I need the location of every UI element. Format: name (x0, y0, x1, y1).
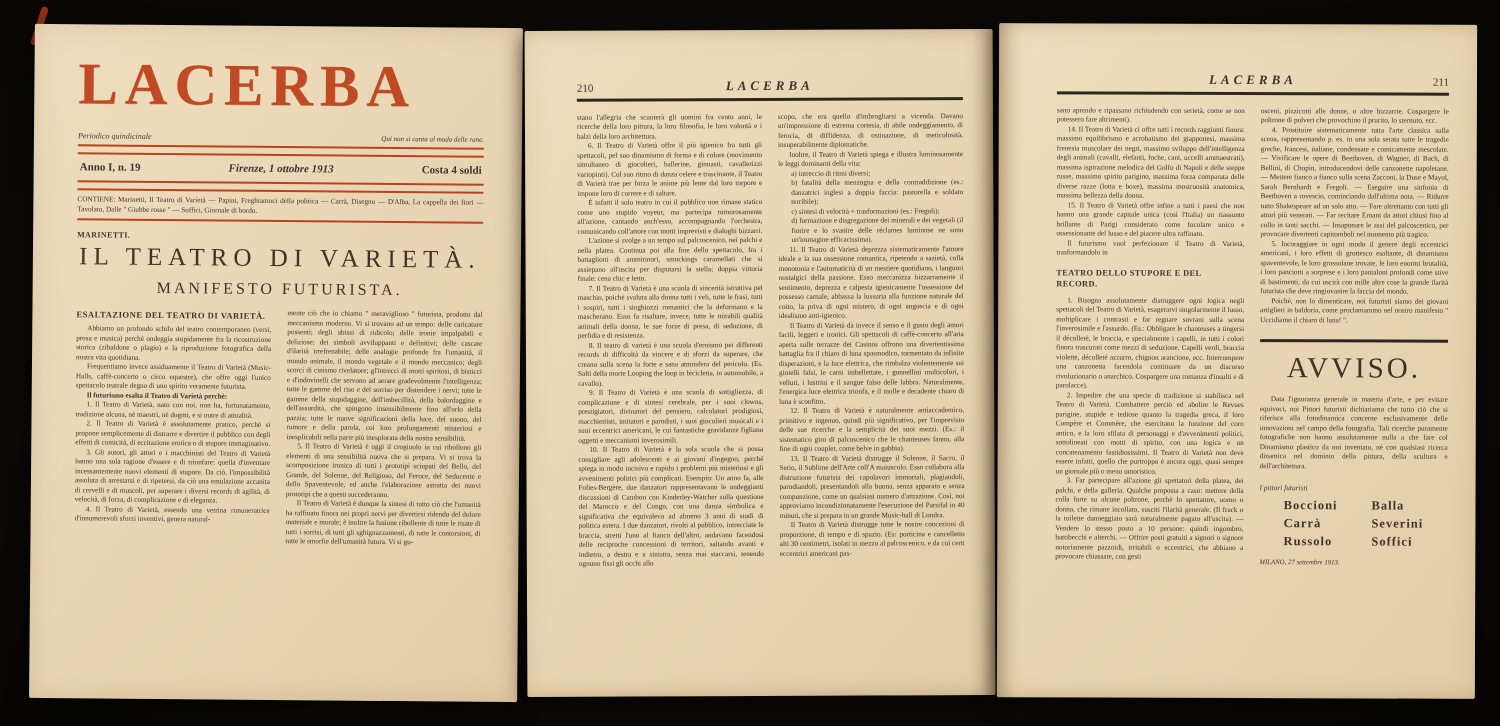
avviso-heading: AVVISO. (1286, 352, 1422, 385)
signatories (1259, 498, 1447, 550)
paragraph: Il Teatro di Varietà distrugge tutte le nostre concezioni di proporzione, di tempo e di spazio. (Es: porticina e cancelletto alti 30 centimetri, isolati in mezzo al palcoscenico, e da cui certi eccentrici americani pas- (779, 520, 965, 558)
front-left-text (75, 324, 272, 525)
paragraph: 13. Il Teatro di Varietà distrugge il Solenne, il Sacro, il Serio, il Sublime dell'Arte coll'A maiuscolo. Esso collabora alla distruzione futurista dei capolavori immortali, plagiandoli, parodiandoli, presentandoli alla buona, senza apparato e senza compunzione, come un qualsiasi numero d'attrazione. Così, noi approviamo incondizionatamente l'esecuzione del Parsifal in 40 minuti, che si prepara in un grande Music-hall di Londra. (779, 453, 965, 520)
avviso-body: Data l'ignoranza generale in materia d'arte, e per evitare equivoci, noi Pittori futuristi dichiariamo che tutto ciò che si riferisce alla fotodinamica concerne esclusivamente delle innovazioni nel campo della fotografia. Tali ricerche puramente fotografiche non hanno assolutamente nulla a che fare col Dinamismo plastico da noi inventato, nè con qualsiasi ricerca dinamica nel dominio della pittura, della scultura e dell'architettura. (1259, 395, 1448, 470)
paragraph: 12. Il Teatro di Varietà è naturalmente antiaccademico, primitivo e ingenuo, quindi più significativo, per l'imprevisto delle sue ricerche e la semplicità dei suoi mezzi. (Es.: il sistematico giro di palcoscenico che le chanteuses fanno, alla fine di ogni couplet, come belve in gabbia). (779, 406, 965, 453)
issue-row (78, 158, 484, 180)
paragraph: 3. Gli autori, gli attori e i macchinisti del Teatro di Varietà hanno una sola ragione d'essere e di trionfare: quella d'inventare incessantemente nuovi elementi di stupore. Da ciò, l'impossibilità assoluta di arrestarsi e di ripetersi, da ciò una emulazione accanita di cervelli e di muscoli, per superare i diversi records di agilità, di velocità, di forza, di complicazione e di eleganza. (74, 448, 271, 505)
page210-left-text (577, 112, 764, 569)
paragraph: 1. Bisogna assolutamente distruggere ogni logica negli spettacoli del Teatro di Varietà, esagerarvi singolarmente il lusso, moltiplicare i contrasti e far regnare sovrani sulla scena l'inverosimile e l'assurdo. (Es.: Obbligare le chanteuses a tingersi il décolleté, le braccia, e specialmente i capelli, in tutti i colori finora trascurati come mezzi di seduzione. Capelli verdi, braccia violette, décolleté azzurro, chignon arancione, ecc. Interrompere una canzonetta facendola continuare da un discorso rivoluzionario o anarchico. Cospargere una romanza d'insulti e di parolacce). (1055, 296, 1245, 390)
paragraph: stano l'allegria che scuoterà gli uomini fra cento anni, le ricerche della loro pittura, la loro filosofia, le loro volontà e i balzi della loro architettura. (576, 112, 762, 141)
masthead-subtitle-row (78, 131, 484, 144)
contents-line: CONTIENE: Marinetti, Il Teatro di Varietà — Papini, Freghiamoci della politica — Carrà, Disegno — D'Alba, La cappella dei fiori — Tavolato, Dalle " Giubbe rosse " — Soffici, Giornale di bordo. (77, 195, 484, 215)
paragraph: Abbiamo un profondo schifo del teatro contemporaneo (versi, prosa e musica) perchè ondeggia stupidamente fra la ricostruzione storica (zibaldone o plagio) e la riproduzione fotografica della nostra vita quotidiana. (76, 324, 272, 362)
page211-left-text (1055, 106, 1245, 563)
paragraph: 14. Il Teatro di Varietà ci offre tutti i records raggiunti finora: massimo equilibrismo e acrobatismo dei giapponesi, massima frenesia muscolare dei negri, massimo sviluppo dell'intelligenza degli animali (cavalli, elefanti, foche, cani, uccelli ammaestrati), massima ispirazione melodica del Golfo di Napoli e delle steppe russe, massimo spirito parigino, massima forza comparata delle diverse razze (lotta e boxe), massima mostruosità anatomica, massima bellezza della donna. (1056, 124, 1245, 200)
paragraph: osceni, pizzicotti alle donne, o altre bizzarrie. Cospargere le poltrone di polveri che provochino il prurito, lo sternuto, ecc. (1260, 106, 1449, 125)
paragraph: c) sintesi di velocità + trasformazioni (es.: Fregoli); (791, 206, 940, 216)
paragraph: 2. Impedire che una specie di tradizione si stabilisca nel Teatro di Varietà. Combattere perciò ed abolire le Revues parigine, stupide e tediose quanto la tragedia greca, il loro Compère et Commère, che esercitano la funzione del coro antico, e la loro sfilata di personaggi e d'avvenimenti politici, sottolineati con motti di spirito, con una logica e un concatenamento fastidiosissimi. Il Teatro di Varietà non deve essere infatti, quello che purtroppo è ancora oggi, quasi sempre un giornale più o meno umoristico. (1055, 391, 1244, 476)
paragraph: 2. Il Teatro di Varietà è assolutamente pratico, perchè si propone semplicemente di distrarre e divertire il pubblico con degli effetti di comicità, di eccitazione erotica o di stupore immaginativo. (75, 419, 271, 449)
signatory: Severini (1371, 516, 1424, 531)
signatory: Russolo (1283, 534, 1333, 549)
page-210-header (577, 77, 963, 99)
running-title-211: LACERBA (1208, 71, 1297, 88)
avviso-notice (1259, 339, 1448, 567)
paragraph: scopo, che era quello d'imbrogliarsi a vicenda. Davano un'impressione di estrema cortesia, di abile ondeggiamento, di ferocia, di diffidenza, di ostinazione, di meticolosità, insuperabilmente diplomatiche. (777, 111, 964, 149)
paragraph: mente ciò che io chiamo " meraviglioso " futurista, prodotto dal meccanismo moderno. Vi si trovano ad un tempo: delle caricature possenti; degli abissi di ridicolo; delle ironie impalpabili e deliziose; dei simboli avviluppanti e definitivi; delle cascate d'ilarità irrefrenabile; delle analogie profonde fra l'umanità, il mondo animale, il mondo vegetale e il mondo meccanico; degli scorci di cinismo rivelatore; gl'intrecci di motti spiritosi, di bisticci e d'indovinelli che servono ad aerare gradevolmente l'intelligenza; tutte le gamme del riso e del sorriso per distendere i nervi; tutte le gamme della stupidaggine, dell'imbecillità, della balordaggine e dell'assurdità, che spingono insensibilmente fino all'orlo della pazzia; tutte le nuove significazioni della luce, del suono, del rumore e della parola, coi loro prolungamenti misteriosi e inesplicabili nella parte più inesplorata della nostra sensibilità. (286, 309, 483, 443)
paragraph: 5. Il Teatro di Varietà è oggi il crogiuolo in cui ribollono gli elementi di una sensibilità nuova che si prepara. Vi si trova la scomposizione ironica di tutti i prototipi sciupati del Bello, del Grande, del Solenne, del Religioso, del Feroce, del Seducente e dello Spaventevole, ed anche l'elaborazione astratta dei nuovi prototipi che a questi succederanno. (285, 442, 482, 499)
masthead-subtitle: Periodico quindicinale (77, 131, 152, 141)
paragraph: L'azione si svolge a un tempo sul palcoscenico, nei palchi e nella platea. Continua poi alla fine dello spettacolo, fra i battaglioni di ammiratori, smockings caramellati che si assiepano all'uscita per disputarsi la stella; doppia vittoria finale: cena chic e letto. (577, 235, 763, 283)
red-rule-mid (77, 180, 483, 194)
front-left-column (73, 307, 271, 701)
paragraph: 10. Il Teatro di Varietà è la sola scuola che si possa consigliare agli adolescenti e ai giovani d'ingegno, perché spiega in modo incisivo e rapido i problemi più misteriosi e gli avvenimenti politici più complicati. Esempio: Un anno fa, alle Folies-Bergère, due danzatori rappresentavano le ondeggianti discussioni di Cambon con Kinderley-Watcher sulla questione del Marocco e del Congo, con una danza simbolica e significativa che equivaleva ad almeno 3 anni di studi di politica estera. I due danzatori, rivolti al pubblico, intrecciate le braccia, stretti l'uno al fianco dell'altro, andavano facendosi delle reciproche concessioni di territori, saltando avanti e indietro, a destra e a sinistra, senza mai staccarsi, tenendo ognuno fissi gli occhi allo (578, 444, 764, 568)
front-right-column (284, 309, 482, 703)
front-right-text (285, 309, 482, 548)
journal-title: LACERBA (78, 50, 417, 120)
paragraph: TEATRO DELLO STUPORE E DEL RECORD. (1056, 267, 1202, 289)
paragraph: Il Teatro di Varietà è dunque la sintesi di tutto ciò che l'umanità ha raffinato finora nei propri nervi per divertirsi ridendo del dolore materiale e morale; è inoltre la fusione ribollente di tutte le risate di tutti i sorrisi, di tutti gli sghignazzamenti, di tutte le contorsioni, di tutte le smorfie dell'umanità futura. Vi si gu- (285, 499, 481, 547)
signatory: Carrà (1283, 516, 1322, 531)
page-211-sheet (997, 23, 1477, 699)
page211-right-column (1259, 107, 1449, 648)
page-210-sheet (525, 29, 996, 697)
page210-right-text (778, 112, 965, 559)
paragraph: 9. Il Teatro di Varietà è una scuola di sottigliezza, di complicazione e di sintesi cerebrale, per i suoi clowns, prestigiatori, divinatori del pensiero, calcolatori prodigiosi, macchiettisti, imitatori e parodisti, i suoi giocolieri musicali e i suoi eccentrici americani, le cui fantastiche gravidanze figliano oggetti e meccanismi inverosimili. (578, 387, 764, 445)
signatory: Soffici (1371, 534, 1413, 549)
article-subtitle: MANIFESTO FUTURISTA. (156, 280, 403, 300)
section-heading: ESALTAZIONE DEL TEATRO DI VARIETÀ. (76, 309, 266, 322)
running-title-210: LACERBA (725, 77, 814, 94)
paragraph: Poichè, non lo dimenticate, noi futuristi siamo dei giovani artiglieri in baldoria, come proclamammo nel nostro manifesto " Uccidiamo il chiaro di luna! ". (1260, 296, 1449, 324)
article-title: IL TEATRO DI VARIETÀ. (79, 243, 481, 274)
paragraph: sano aprendo e ripassano richiudendo con serietà, come se non potessero fare altrimenti). (1056, 105, 1245, 124)
paragraph: d) formazione e disgregazione dei minerali e dei vegetali (il fiorire e lo svanire delle réclames luminose ne sono un'immagine efficacissima). (791, 216, 964, 244)
signatory: Boccioni (1283, 498, 1338, 513)
paragraph: 5. Incoraggiare in ogni modo il genere degli eccentrici americani, i loro effetti di grottesco esaltante, di dinamismo spaventevole, le loro grossolane trovate, le loro enormi brutalità, i loro panciotti a sorprese e i loro pantaloni profondi come stive di bastimenti, da cui uscirà con mille altre cose la grande ilarità futurista che deve ringiovanire la faccia del mondo. (1260, 239, 1449, 296)
page-211-header (1057, 71, 1449, 92)
paragraph: 1. Il Teatro di Varietà, nato con noi, non ha, fortunatamente, tradizione alcuna, nè maestri, nè dogmi, e si nutre di attualità. (75, 400, 271, 420)
issue-date: Firenze, 1 ottobre 1913 (228, 162, 334, 176)
paragraph: Il Teatro di Varietà dà invece il senso e il gusto degli amori facili, leggeri e ironici. Gli spettacoli di caffè-concerto all'aria aperta sulle terrazze dei Casinos offrono una divertentissima battaglia fra il chiaro di luna spasmodico, tormentato da infinite disperazioni, e la luce elettrica, che rimbalza violentemente sui gioielli falsi, le carni imbellettate, i gonnellini multicolori, i velluti, i lustrini e il sangue falso delle labbra. Naturalmente, l'energica luce elettrica trionfa, e il molle e decadente chiaro di luna è sconfitto. (778, 320, 965, 406)
front-page-sheet (29, 24, 523, 702)
paragraph: a) intreccio di ritmi diversi; (791, 169, 871, 178)
masthead-motto: Qui non si canta al modo delle rane. (381, 134, 484, 144)
signature-label: I pittori futuristi (1259, 483, 1308, 493)
page210-left-column (577, 112, 764, 653)
page211-left-column (1055, 106, 1245, 647)
masthead (77, 50, 484, 224)
header-rule-210 (577, 97, 963, 101)
header-rule-211 (1057, 91, 1449, 95)
paragraph: 15. Il Teatro di Varietà offre infine a tutti i paesi che non hanno una grande capitale unica (così l'Italia) un riassunto brillante di Parigi considerato come focolare unico e ossessionante del lusso e del piacere ultra raffinato. (1056, 200, 1245, 238)
signatory: Balla (1371, 498, 1405, 513)
paragraph: 4. Il Teatro di Varietà, essendo una vetrina rimuneratrice d'innumerevoli sforzi inventivi, genera natural- (74, 505, 270, 524)
paragraph: Il futurismo vuol perfezionare il Teatro di Varietà, trasformandolo in (1056, 238, 1245, 257)
page-number-211: 211 (1432, 76, 1449, 89)
avviso-dateline: MILANO, 27 settembre 1913. (1259, 559, 1340, 567)
paragraph: 3. Far partecipare all'azione gli spettatori della platea, dei palchi, e della galleria. Qualche proposta a caso: mettere della colla forte su alcune poltrone, perchè lo spettatore, uomo o donna, che rimane incollato, susciti l'ilarità generale. (Il frack o la toilette danneggiato sarà naturalmente pagato all'uscita). — Vendere lo stesso posto a 10 persone: quindi ingombro, battibecchi e alterchi. — Offrire posti gratuiti a signori o signore notoriamente pazzoidi, irritabili o eccentrici, che abbiano a provocare chiassate, con gesti (1055, 476, 1244, 561)
issue-price: Costa 4 soldi (421, 164, 482, 177)
page-number-210: 210 (576, 82, 594, 95)
issue-number: Anno I, n. 19 (79, 161, 141, 174)
page211-right-text (1260, 107, 1449, 326)
paragraph: 6. Il Teatro di Varietà offre il più igienico fra tutti gli spettacoli, pel suo dinamismo di forma e di colore (movimento simultaneo di giocolieri, ballerine, ginnasti, cavallerizzi variopinti). Col suo ritmo di danza celere e trascinante, il Teatro di Varietà trae per forza le anime più lente dal loro torpore e impone loro di correre e di saltare. (577, 140, 763, 198)
article-byline: MARINETTI. (77, 230, 131, 240)
avviso-rule (1260, 339, 1448, 343)
paragraph: Frequentiamo invece assiduamente il Teatro di Varietà (Music-Halls, caffè-concerto o circo equestre), che offre oggi l'unico spettacolo teatrale degno di uno spirito veramente futurista. (75, 362, 271, 391)
paragraph: Inoltre, il Teatro di Varietà spiega e illustra luminosamente le leggi dominanti della vita: (778, 149, 964, 168)
red-rule-bottom (77, 218, 483, 224)
paragraph: b) fatalità della menzogna e della contraddizione (es.: danzatrici inglesi a doppia faccia: pastorella e soldato terribile); (791, 178, 964, 206)
red-rule-top (78, 144, 484, 158)
paragraph: È infatti il solo teatro in cui il pubblico non rimane statico come uno stupido voyeur, ma partecipa rumorosamente all'azione, cantando anch'esso, accompagnando l'orchestra, comunicando coll'attore con motti imprevisti e dialoghi bizzarri. (577, 197, 763, 236)
paragraph: 11. Il Teatro di Varietà deprezza sistematicamente l'amore ideale e la sua ossessione romantica, ripetendo a sazietà, colla monotonia e l'automaticità di un mestiere quotidiano, i languori nostalgici della passione. Esso meccanizza bizzarramente il sentimento, deprezza e calpesta igienicamente l'ossessione del possesso carnale, abbassa la lussuria alla funzione naturale del coito, la priva di ogni mistero, di ogni angoscia e di ogni idealismo anti-igienico. (778, 244, 964, 320)
paragraph: 8. Il teatro di varietà è una scuola d'eroismo pei differenti records di difficoltà da vincere e di sforzi da superare, che creano sulla scena la forte e sana atmosfera del pericolo. (Es. Salti della morte Looping the loop in bicicletta, in automobile, a cavallo). (577, 340, 764, 388)
page210-right-column (778, 112, 965, 653)
paragraph: 4. Prostituire sistematicamente tutta l'arte classica sulla scena, rappresentando p. es. in una sola serata tutte le tragedie greche, francesi, italiane, condensate e comicamente mescolate. — Vivificare le opere di Beethoven, di Wagner, di Bach, di Bellini, di Chopin, introducendovi delle canzonette napoletane. — Mettere fianco a fianco sulla scena Zacconi, la Duse e Mayol, Sarah Bernhardt e Fregoli. — Eseguire una sinfonia di Beethoven a rovescio, cominciando dall'ultima nota. — Ridurre tutto Shakespeare ad un solo atto. — Fare altrettanto con tutti gli attori più venerati. — Far recitare Ernani da attori chiusi fino al collo in tanti sacchi. — Insaponare le assi del palcoscenico, per provocare divertenti capitomboli nel momento più tragico. (1260, 125, 1449, 239)
paragraph: Il futurismo esalta il Teatro di Varietà perchè: (86, 391, 228, 401)
paragraph: 7. Il Teatro di Varietà è una scuola di sincerità istruttiva pel maschio, poichè svaluta alla donna tutti i veli, tutte le frasi, tutti i sospiri, tutti i singhiozzi romantici che la deformano e la mascherano. Esso fa risaltare, invece, tutte le mirabili qualità animali della donna, le sue forze di presa, di seduzione, di perfidia e di resistenza. (577, 283, 763, 340)
